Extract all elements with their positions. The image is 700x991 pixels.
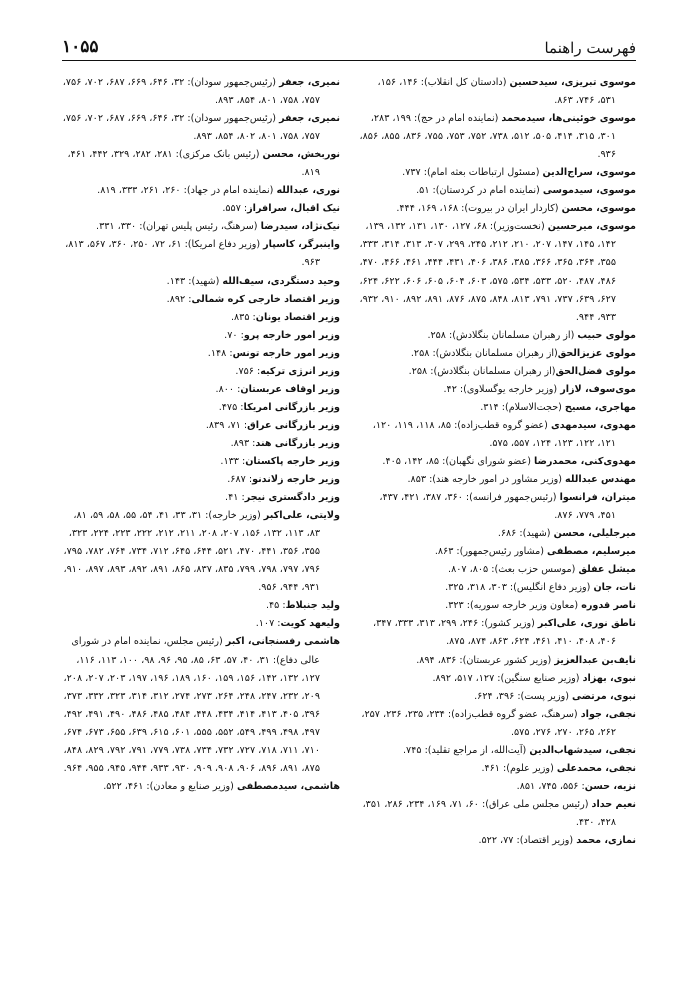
index-entry	[358, 561, 636, 579]
entry-description: (وزیر دفاع امریکا):	[181, 239, 264, 251]
entry-name: میتران، فرانسوا	[559, 492, 636, 504]
entry-description: (مسئول ارتباطات بعثه امام):	[420, 167, 543, 179]
index-entry	[62, 399, 340, 417]
entry-pages: ۱۴۶، ۱۵۶، ۵۳۱، ۷۴۶، ۸۶۳.	[377, 77, 616, 107]
entry-name: موسوی تبریزی، سیدحسین	[509, 77, 636, 88]
index-entry	[358, 182, 636, 200]
entry-name: موسوی، سراج‌الدین	[542, 167, 636, 179]
entry-pages: ۵۵۷.	[222, 203, 241, 215]
entry-pages: ۸۰۵، ۸۰۷.	[448, 564, 489, 576]
entry-description: (رئیس‌جمهور فرانسه):	[462, 492, 560, 504]
index-entry	[358, 543, 636, 561]
entry-description: (نماینده امام در حج):	[410, 113, 502, 125]
entry-name: وزیر اوقاف عربستان	[240, 383, 340, 395]
entry-description: (رئیس مجلس، نماینده امام در شورای عالی دفاع):	[71, 636, 320, 666]
entry-name: نیک‌نژاد، سیدرضا	[260, 221, 340, 233]
entry-pages: ۳۲، ۶۴۶، ۶۶۹، ۶۸۷، ۷۰۲، ۷۵۶، ۷۵۷، ۷۵۸، ۸۰۱، ۸۵۴، ۸۹۳.	[62, 77, 320, 107]
entry-pages: ۴۵.	[265, 600, 280, 612]
page-number: ۱۰۵۵	[62, 37, 99, 57]
entry-pages: ۱۳۳.	[220, 455, 239, 467]
entry-description: (سرهنگ، عضو گروه قطب‌زاده):	[444, 708, 581, 720]
entry-name: ناطق نوری، علی‌اکبر	[537, 618, 636, 630]
entry-description: (وزیر مشاور در امور خارجه هند):	[426, 474, 566, 486]
entry-pages: ۳۱، ۴۰، ۵۷، ۶۳، ۸۵، ۹۵، ۹۶، ۹۸، ۱۰۰، ۱۱۳، ۱۱۶، ۱۲۷، ۱۳۲، ۱۴۲، ۱۵۶، ۱۵۹، ۱۶۰، ۱۸۹، ۱۹۶، ۱۹۷، ۲۰۳، ۲۰۷، ۲۰۸، ۲۰۹، ۲۳۲، ۲۴۷، ۲۴۸، ۲۶۴، ۲۷۳، ۲۷۴، ۳۱۲، ۳۱۴، ۳۲۳، ۳۳۲، ۳۷۳، ۳۹۶، ۴۰۵، ۴۱۳، ۴۱۴، ۴۳۴، ۴۴۸، ۴۸۴، ۴۸۵، ۴۸۶، ۴۹۰، ۴۹۱، ۴۹۲، ۴۹۷، ۴۹۸، ۴۹۹، ۵۴۹، ۵۵۲، ۵۵۵، ۶۰۱، ۶۱۵، ۶۳۹، ۶۵۵، ۶۷۳، ۶۷۴، ۷۱۰، ۷۱۱، ۷۱۸، ۷۲۷، ۷۳۲، ۷۳۴، ۷۳۸، ۷۷۹، ۷۹۱، ۷۹۲، ۸۲۹، ۸۴۸، ۸۷۵، ۸۹۱، ۸۹۶، ۹۰۶، ۹۰۸، ۹۰۹، ۹۳۰، ۹۳۳، ۹۴۴، ۹۴۵، ۹۵۵، ۹۶۴.	[63, 654, 320, 774]
entry-description: :	[237, 401, 244, 413]
entry-pages: ۲۸۱، ۲۸۲، ۳۲۹، ۴۴۲، ۴۶۱، ۸۱۹.	[67, 149, 320, 179]
index-entry	[62, 218, 340, 236]
entry-description: :	[274, 618, 281, 630]
index-entry	[358, 832, 636, 850]
index-entry	[358, 453, 636, 471]
entry-description: (نماینده امام در کردستان):	[429, 185, 543, 197]
entry-name: نزیه، حسن	[584, 780, 636, 792]
entry-description: (رئیس‌جمهور سودان):	[184, 77, 280, 88]
index-column-right	[358, 74, 636, 850]
entry-description: (معاون وزیر خارجه سوریه):	[463, 600, 582, 612]
entry-pages: ۳۲۳.	[445, 600, 464, 612]
entry-name: نیک اقبال، سرافراز	[247, 203, 340, 215]
index-entry	[62, 489, 340, 507]
entry-name: نجفی، محمدعلی	[556, 762, 636, 774]
index-entry	[62, 236, 340, 272]
entry-description: :	[249, 311, 256, 323]
entry-name: نجفی، سیدشهاب‌الدین	[529, 744, 636, 756]
running-title: فهرست راهنما	[544, 39, 636, 57]
index-entry	[62, 507, 340, 597]
index-entry	[358, 742, 636, 760]
entry-description: (وزیر صنایع و معادن):	[143, 780, 237, 792]
entry-name: وزیر دادگستری نیجر	[244, 492, 340, 504]
entry-description: (موسس حزب بعث):	[488, 564, 579, 576]
entry-name: وزیر اقتصاد یونان	[255, 311, 340, 323]
entry-description: (آیت‌الله، از مراجع تقلید):	[421, 744, 530, 756]
entry-description: :	[240, 203, 248, 215]
index-entry	[62, 778, 340, 796]
index-column-left	[62, 74, 340, 796]
entry-description: (شهید):	[516, 528, 554, 540]
entry-name: وزیر امور خارجه تونس	[232, 347, 340, 359]
index-entry	[62, 146, 340, 182]
entry-name: ولایتی، علی‌اکبر	[263, 510, 340, 522]
index-entry	[62, 291, 340, 309]
entry-name: نمیری، جعفر	[279, 113, 340, 125]
entry-pages: ۸۳۵.	[230, 311, 250, 323]
entry-description: :	[238, 455, 246, 467]
entry-pages: ۷۴۵.	[402, 744, 422, 756]
entry-description: (وزیر خارجه):	[202, 510, 264, 522]
index-entry	[62, 417, 340, 435]
entry-name: موی‌سوف، لازار	[560, 383, 636, 395]
entry-name: مهاجری، مسیح	[564, 401, 636, 413]
entry-description: (وزیر صنایع سنگین):	[494, 672, 583, 684]
index-entry	[358, 688, 636, 706]
entry-description: (از رهبران مسلمانان بنگلادش):	[427, 365, 556, 377]
entry-name: موسوی، محسن	[561, 203, 636, 215]
entry-pages: ۱۴۳.	[166, 275, 186, 287]
entry-description: (وزیر دفاع انگلیس):	[506, 582, 594, 594]
entry-pages: ۸۶۳.	[434, 546, 454, 558]
entry-description: (نماینده امام در جهاد):	[180, 185, 277, 197]
entry-description: (عضو شورای نگهبان):	[439, 455, 535, 467]
entry-description: (وزیر خارجه یوگسلاوی):	[456, 383, 561, 395]
entry-pages: ۲۳۴، ۲۳۵، ۲۳۶، ۲۵۷، ۲۶۲، ۲۶۵، ۲۷۰، ۲۷۶، ۵۷۵.	[361, 708, 616, 738]
entry-description: (سرهنگ، رئیس پلیس تهران):	[136, 221, 261, 233]
entry-pages: ۶۱، ۷۲، ۲۵۰، ۳۶۰، ۵۶۷، ۸۱۳، ۹۶۳.	[65, 239, 320, 269]
entry-pages: ۶۸۶.	[497, 528, 517, 540]
entry-pages: ۵۵۶، ۷۴۵، ۸۵۱.	[516, 780, 579, 792]
entry-description: :	[238, 492, 245, 504]
entry-name: وزیر بازرگانی عراق	[247, 419, 340, 431]
entry-pages: ۸۳۶، ۸۹۴.	[416, 654, 457, 666]
entry-name: مهدوی‌کنی، محمدرضا	[534, 455, 636, 467]
entry-name: هاشمی، سیدمصطفی	[236, 780, 340, 792]
entry-description: :	[578, 780, 585, 792]
entry-name: واینبرگر، کاسپار	[263, 239, 340, 251]
entry-pages: ۳۲، ۶۴۶، ۶۶۹، ۶۸۷، ۷۰۲، ۷۵۶، ۷۵۷، ۷۵۸، ۸۰۱، ۸۰۲، ۸۵۴، ۸۹۳.	[62, 113, 320, 143]
entry-pages: ۳۱، ۳۳، ۴۱، ۵۴، ۵۵، ۵۸، ۵۹، ۸۱، ۸۳، ۱۱۳، ۱۳۲، ۱۵۶، ۲۰۷، ۲۰۸، ۲۱۱، ۲۱۲، ۲۲۲، ۲۲۳، ۲۲۴، ۳۲۳، ۳۵۵، ۳۵۶، ۴۴۱، ۴۷۰، ۵۲۱، ۶۴۴، ۶۴۵، ۷۱۲، ۷۳۴، ۷۶۴، ۷۸۲، ۷۹۵، ۷۹۶، ۷۹۷، ۷۹۸، ۷۹۹، ۸۳۵، ۸۳۷، ۸۶۵، ۸۹۱، ۸۹۲، ۸۹۳، ۸۹۷، ۹۱۰، ۹۳۱، ۹۴۴، ۹۵۶.	[63, 510, 320, 594]
entry-name: وزیر خارجه پاکستان	[245, 455, 340, 467]
index-entry	[62, 435, 340, 453]
entry-pages: ۳۰۳، ۳۱۸، ۳۲۵.	[445, 582, 507, 594]
entry-description: (از رهبران مسلمانان بنگلادش):	[445, 329, 578, 341]
entry-name: ولیعهد کویت	[280, 618, 340, 630]
entry-description: (وزیر علوم):	[499, 762, 557, 774]
entry-name: وزیر اقتصاد خارجی کره شمالی	[191, 293, 340, 305]
entry-pages: ۶۸۷.	[227, 474, 246, 486]
entry-name: نعیم حداد	[591, 798, 636, 810]
entry-name: مولوی حبیب	[577, 329, 636, 341]
index-entry	[358, 164, 636, 182]
entry-name: هاشمی رفسنجانی، اکبر	[225, 636, 340, 648]
entry-description: :	[240, 419, 248, 431]
index-entry	[358, 796, 636, 832]
entry-name: وزیر خارجه زلاندنو	[252, 474, 340, 486]
entry-pages: ۸۹۲.	[166, 293, 186, 305]
entry-pages: ۴۱.	[225, 492, 239, 504]
entry-description: (وزیر اقتصاد):	[513, 834, 577, 846]
entry-pages: ۵۱.	[416, 185, 430, 197]
entry-pages: ۴۶۱، ۵۲۲.	[103, 780, 144, 792]
entry-pages: ۸۰۰.	[215, 383, 235, 395]
index-entry	[358, 670, 636, 688]
entry-pages: ۱۶۸، ۱۶۹، ۴۴۴.	[396, 203, 459, 215]
entry-pages: ۱۹۹، ۲۸۳، ۳۰۱، ۳۱۵، ۴۱۴، ۵۰۵، ۵۱۲، ۷۳۸، ۷۵۲، ۷۵۳، ۷۵۵، ۸۳۶، ۸۵۵، ۸۵۶، ۹۳۶.	[359, 113, 616, 161]
entry-pages: ۶۰، ۷۱، ۱۶۹، ۲۳۴، ۲۸۶، ۳۵۱، ۴۲۸، ۴۳۰.	[362, 798, 616, 828]
index-entry	[62, 381, 340, 399]
index-entry	[358, 110, 636, 164]
entry-description: (وزیر کشور):	[478, 618, 538, 630]
index-entry	[358, 778, 636, 796]
entry-name: موسوی، میرحسین	[547, 221, 636, 233]
entry-description: :	[234, 383, 241, 395]
entry-description: (مشاور رئیس‌جمهور):	[453, 546, 548, 558]
page-header	[62, 31, 636, 61]
index-entry	[62, 597, 340, 615]
entry-name: نوربخش، محسن	[262, 149, 340, 161]
index-entry	[358, 363, 636, 381]
index-entry	[358, 652, 636, 670]
index-entry	[62, 363, 340, 381]
entry-description: (عضو گروه قطب‌زاده):	[451, 419, 551, 431]
entry-pages: ۱۴۸.	[207, 347, 227, 359]
entry-name: موسوی، سیدموسی	[542, 185, 636, 197]
entry-pages: ۲۶۰، ۲۶۱، ۳۳۳، ۸۱۹.	[97, 185, 181, 197]
entry-pages: ۷۳۷.	[402, 167, 421, 179]
index-entry	[358, 525, 636, 543]
entry-name: موسوی خوئینی‌ها، سیدمحمد	[501, 113, 636, 125]
entry-name: مهندس عبدالله	[565, 474, 636, 486]
entry-name: وحید دستگردی، سیف‌الله	[222, 275, 340, 287]
entry-name: میشل عفلق	[578, 564, 636, 576]
index-entry	[358, 760, 636, 778]
entry-name: وزیر امور خارجه پرو	[243, 329, 340, 341]
entry-description: :	[249, 437, 256, 449]
entry-pages: ۱۲۷، ۵۱۷، ۸۹۲.	[432, 672, 495, 684]
index-entry	[62, 110, 340, 146]
entry-pages: ۶۸، ۱۲۷، ۱۳۰، ۱۳۱، ۱۳۲، ۱۳۹، ۱۴۲، ۱۴۵، ۱۴۷، ۲۰۷، ۲۱۰، ۲۱۲، ۲۴۵، ۲۹۹، ۳۰۷، ۳۱۳، ۳۱۴، ۳۳۳، ۳۵۵، ۳۶۴، ۳۶۵، ۳۶۶، ۳۸۵، ۳۸۶، ۴۰۶، ۴۳۱، ۴۴۴، ۴۶۱، ۴۶۶، ۴۷۰، ۴۸۶، ۴۸۷، ۵۲۰، ۵۳۳، ۵۳۴، ۵۷۵، ۶۰۳، ۶۰۴، ۶۰۵، ۶۰۶، ۶۲۲، ۶۲۴، ۶۲۷، ۶۳۹، ۷۳۷، ۷۹۱، ۸۱۳، ۸۴۸، ۸۷۵، ۸۷۶، ۸۹۱، ۸۹۲، ۹۱۰، ۹۳۲، ۹۳۳، ۹۴۴.	[359, 221, 616, 323]
entry-description: :	[245, 474, 253, 486]
entry-name: نات، جان	[593, 582, 636, 594]
entry-pages: ۲۵۸.	[410, 347, 430, 359]
index-entry	[62, 182, 340, 200]
entry-name: نمیری، جعفر	[279, 77, 340, 88]
entry-description: (رئیس بانک مرکزی):	[172, 149, 263, 161]
index-entry	[358, 345, 636, 363]
entry-name: نبوی، مرتضی	[572, 690, 636, 702]
index-entry	[62, 309, 340, 327]
entry-pages: ۳۶۰، ۳۸۷، ۴۲۱، ۴۳۷، ۴۵۱، ۷۷۹، ۸۷۶.	[379, 492, 616, 522]
index-entry	[62, 453, 340, 471]
entry-pages: ۷۰.	[224, 329, 238, 341]
entry-description: (رئیس‌جمهور سودان):	[184, 113, 280, 125]
entry-description: :	[253, 365, 261, 377]
index-entry	[358, 74, 636, 110]
entry-description: (حجت‌الاسلام):	[498, 401, 565, 413]
entry-description: (شهید):	[185, 275, 223, 287]
entry-name: ناصر قدوره	[581, 600, 636, 612]
entry-name: مولوی عزیزالحق	[557, 347, 636, 359]
entry-pages: ۷۱، ۸۳۹.	[205, 419, 241, 431]
entry-name: نوری، عبدالله	[276, 185, 340, 197]
entry-pages: ۸۵، ۱۱۸، ۱۱۹، ۱۲۰، ۱۲۱، ۱۲۲، ۱۲۳، ۱۲۴، ۵۵۷، ۵۷۵.	[372, 419, 616, 449]
entry-pages: ۲۵۸.	[427, 329, 446, 341]
entry-pages: ۴۷۵.	[218, 401, 238, 413]
entry-name: مهدوی، سیدمهدی	[550, 419, 636, 431]
entry-name: وزیر انرژی ترکیه	[260, 365, 340, 377]
entry-pages: ۷۵۶.	[235, 365, 254, 377]
index-entry	[358, 218, 636, 326]
entry-description: :	[226, 347, 233, 359]
index-entry	[358, 579, 636, 597]
entry-name: نبوی، بهزاد	[582, 672, 636, 684]
index-entry	[62, 345, 340, 363]
index-entry	[358, 327, 636, 345]
entry-pages: ۲۴۶، ۲۹۹، ۳۱۳، ۳۳۳، ۳۴۷، ۴۰۶، ۴۰۸، ۴۱۰، ۴۶۱، ۶۲۴، ۸۶۳، ۸۷۴، ۸۷۵.	[373, 618, 616, 648]
index-entry	[62, 615, 340, 633]
entry-pages: ۷۷، ۵۲۲.	[478, 834, 514, 846]
entry-name: وزیر بازرگانی امریکا	[243, 401, 340, 413]
entry-description: (وزیر پست):	[514, 690, 573, 702]
entry-description: (رئیس مجلس ملی عراق):	[478, 798, 592, 810]
entry-pages: ۳۹۶، ۶۲۴.	[474, 690, 515, 702]
entry-description: :	[185, 293, 192, 305]
entry-name: نایف‌بن عبدالعزیز	[554, 654, 636, 666]
entry-description: (از رهبران مسلمانان بنگلادش):	[429, 347, 558, 359]
index-entry	[358, 399, 636, 417]
index-entry	[358, 381, 636, 399]
entry-pages: ۸۹۳.	[230, 437, 250, 449]
index-entry	[62, 633, 340, 777]
entry-pages: ۴۶۱.	[481, 762, 500, 774]
entry-name: میرجلیلی، محسن	[553, 528, 636, 540]
index-entry	[62, 200, 340, 218]
index-entry	[358, 417, 636, 453]
index-entry	[62, 327, 340, 345]
entry-description: (کاردار ایران در بیروت):	[458, 203, 562, 215]
entry-name: وزیر بازرگانی هند	[255, 437, 340, 449]
entry-pages: ۸۵، ۱۴۲، ۴۰۵.	[382, 455, 440, 467]
entry-name: نجفی، جواد	[580, 708, 636, 720]
entry-pages: ۲۵۸.	[408, 365, 428, 377]
entry-name: مولوی فضل‌الحق	[555, 365, 636, 377]
entry-description: (نخست‌وزیر):	[486, 221, 548, 233]
index-entry	[358, 615, 636, 651]
entry-description: (دادستان کل انقلاب):	[417, 77, 510, 88]
entry-description: :	[279, 600, 286, 612]
entry-description: :	[237, 329, 244, 341]
index-entry	[358, 471, 636, 489]
entry-description: (وزیر کشور عربستان):	[456, 654, 555, 666]
entry-pages: ۱۰۷.	[255, 618, 275, 630]
index-entry	[358, 597, 636, 615]
entry-name: میرسلیم، مصطفی	[547, 546, 636, 558]
index-entry	[358, 706, 636, 742]
index-entry	[62, 471, 340, 489]
entry-name: ولید جنبلاط	[285, 600, 340, 612]
entry-pages: ۴۲.	[443, 383, 457, 395]
index-entry	[358, 489, 636, 525]
entry-name: نمازی، محمد	[576, 834, 636, 846]
index-entry	[62, 74, 340, 110]
index-entry	[358, 200, 636, 218]
index-entry	[62, 273, 340, 291]
entry-pages: ۸۵۳.	[407, 474, 427, 486]
entry-pages: ۳۳۰، ۳۳۱.	[96, 221, 137, 233]
entry-pages: ۳۱۴.	[480, 401, 499, 413]
